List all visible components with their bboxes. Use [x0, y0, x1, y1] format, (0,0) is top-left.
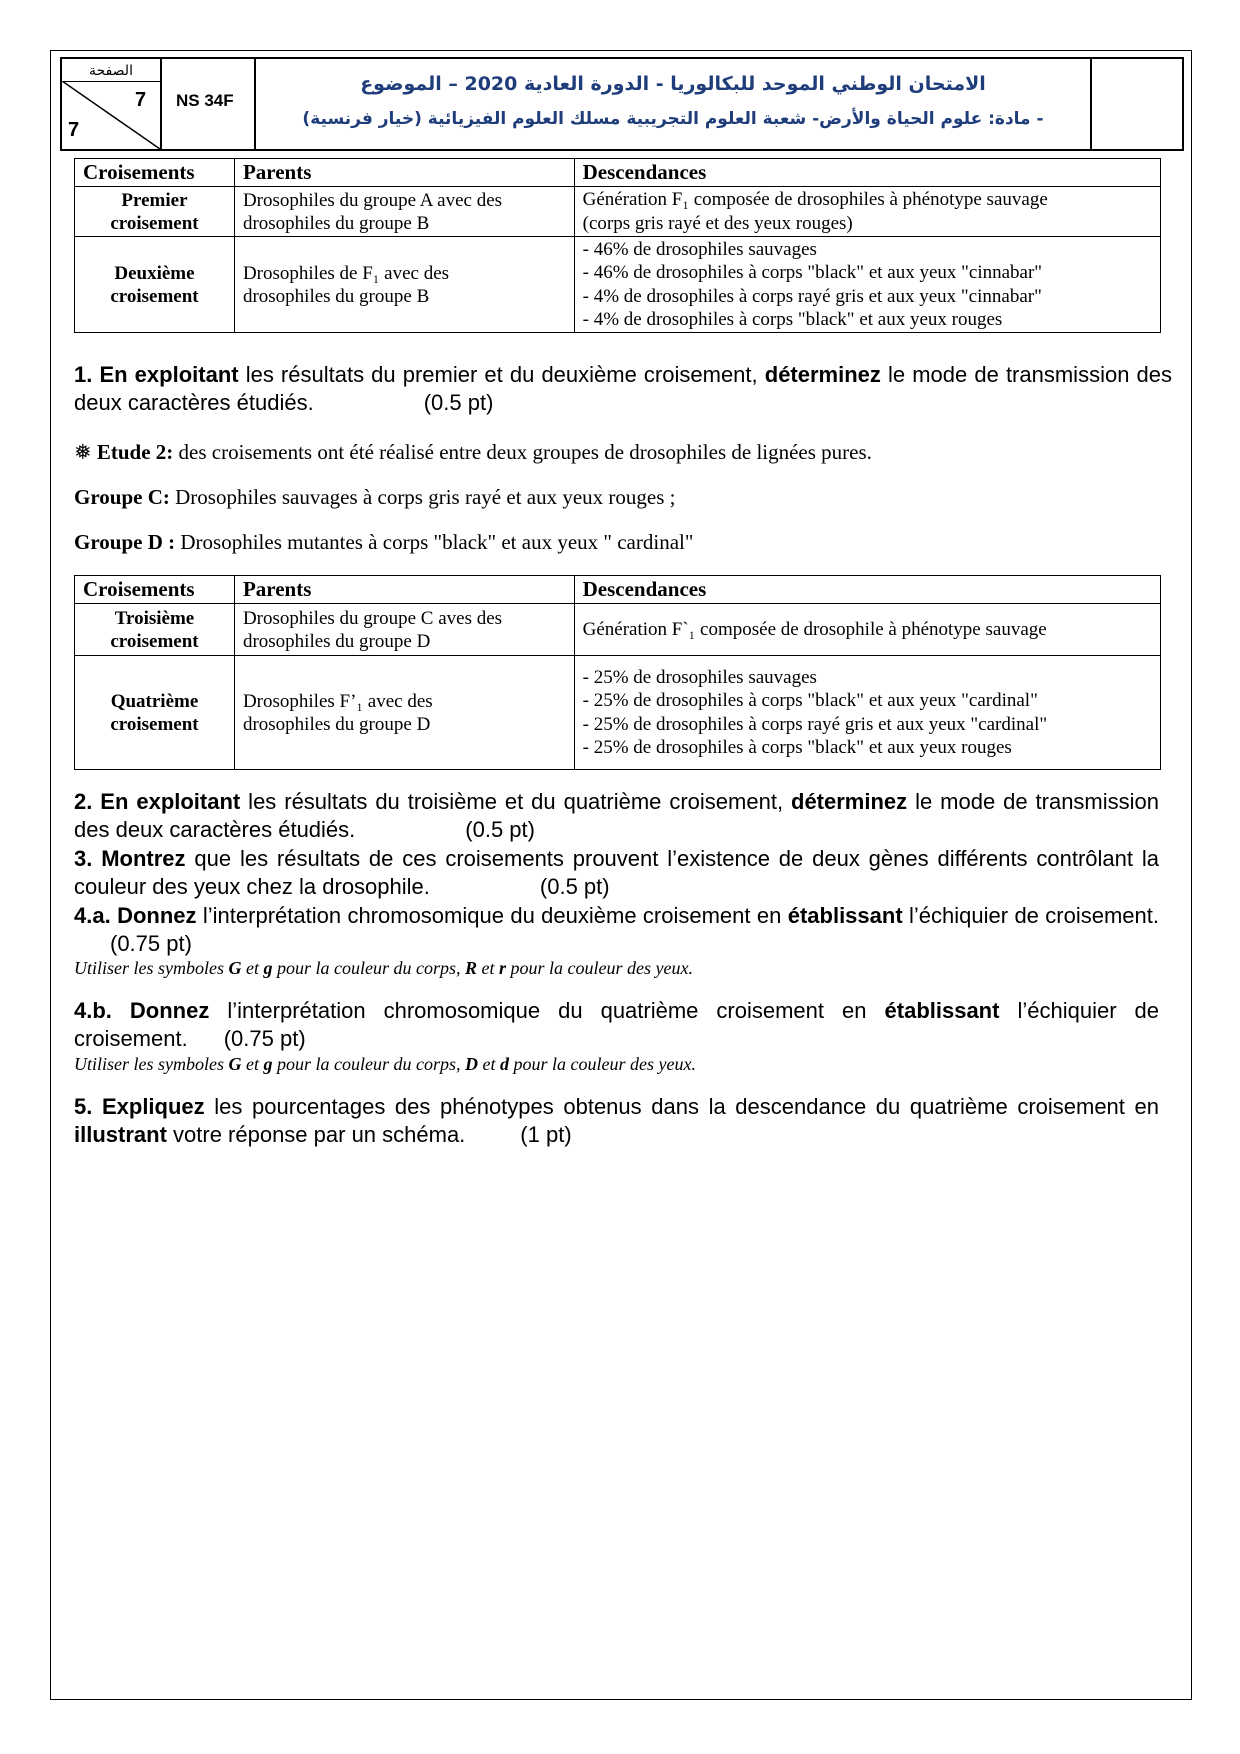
group-text: Drosophiles sauvages à corps gris rayé et aux yeux rouges ; — [169, 485, 676, 509]
question-4b — [74, 997, 1159, 1053]
exam-title-box — [256, 59, 1092, 149]
question-text: le mode de transmission des deux caractères étudiés. — [74, 789, 1159, 842]
cell-line: Quatrième — [110, 690, 199, 712]
hint-4b — [74, 1054, 696, 1075]
hint-symbol: g — [263, 958, 273, 978]
hint-text: pour la couleur du corps, — [272, 1054, 465, 1074]
table-row — [75, 656, 1161, 770]
col-header: Descendances — [574, 159, 1160, 187]
keyword: établissant — [787, 903, 903, 928]
cell-line: Deuxième — [114, 262, 195, 284]
descendance-cell — [574, 187, 1160, 237]
hint-symbol: D — [465, 1054, 478, 1074]
cell-line: - 4% de drosophiles à corps rayé gris et aux yeux "cinnabar" — [582, 285, 1042, 307]
question-number: 1. — [74, 362, 93, 387]
keyword: En exploitant — [100, 789, 241, 814]
points: (0.75 pt) — [223, 1026, 306, 1051]
hint-symbol: R — [465, 958, 478, 978]
col-header: Croisements — [75, 159, 235, 187]
hint-text: pour la couleur du corps, — [272, 958, 465, 978]
keyword: Montrez — [101, 846, 186, 871]
hint-4a — [74, 958, 693, 979]
keyword: déterminez — [764, 362, 881, 387]
question-number: 4.b. — [74, 998, 112, 1023]
hint-symbol: r — [499, 958, 507, 978]
cell-line: drosophiles du groupe B — [242, 212, 430, 234]
group-d-description — [74, 530, 693, 555]
cell-line: (corps gris rayé et des yeux rouges) — [582, 212, 853, 234]
page-number: 7 — [135, 89, 147, 111]
question-text: l’échiquier de croisement. — [902, 903, 1159, 928]
hint-symbol: G — [228, 958, 242, 978]
col-header: Descendances — [574, 576, 1160, 604]
question-text: l’interprétation chromosomique du deuxième croisement en — [196, 903, 788, 928]
etude-2-intro — [74, 440, 872, 465]
cross-name-cell — [75, 604, 235, 656]
table-row — [75, 187, 1161, 237]
cell-line: croisement — [110, 212, 199, 234]
cell-line: - 25% de drosophiles à corps "black" et aux yeux "cardinal" — [582, 690, 1038, 711]
page-total: 7 — [68, 119, 80, 141]
cell-line: drosophiles du groupe D — [242, 713, 431, 735]
points: (0.5 pt) — [465, 817, 535, 842]
exam-title-line1: الامتحان الوطني الموحد للبكالوريا - الدورة العادية 2020 – الموضوع — [360, 73, 986, 95]
cell-line: Génération F₁ composée de drosophiles à phénotype sauvage — [582, 189, 1048, 210]
cell-line: Troisième — [114, 607, 195, 629]
cell-line: - 25% de drosophiles à corps "black" et aux yeux rouges — [582, 737, 1012, 758]
question-number: 3. — [74, 846, 93, 871]
cell-line: - 25% de drosophiles sauvages — [582, 666, 817, 688]
group-c-description — [74, 485, 676, 510]
hint-text: et — [477, 958, 500, 978]
crosses-table-2 — [74, 575, 1161, 770]
points: (0.5 pt) — [423, 390, 494, 415]
points: (0.75 pt) — [110, 931, 192, 956]
hint-text: et — [241, 1054, 264, 1074]
keyword: Donnez — [129, 998, 210, 1023]
question-3 — [74, 845, 1159, 901]
question-1 — [74, 361, 1172, 417]
cell-line: - 46% de drosophiles sauvages — [582, 238, 817, 260]
hint-text: et — [241, 958, 264, 978]
keyword: Expliquez — [101, 1094, 205, 1119]
hint-text: Utiliser les symboles — [74, 1054, 229, 1074]
hint-text: Utiliser les symboles — [74, 958, 229, 978]
cross-name-cell — [75, 237, 235, 333]
exam-code: NS 34F — [176, 91, 234, 110]
col-header: Parents — [234, 576, 574, 604]
parents-cell — [234, 604, 574, 656]
section-label: Etude 2: — [96, 440, 174, 464]
descendance-cell — [574, 604, 1160, 656]
question-text: l’interprétation chromosomique du quatrième croisement en — [209, 998, 885, 1023]
hint-text: et — [478, 1054, 500, 1074]
table-row — [75, 237, 1161, 333]
question-text: votre réponse par un schéma. — [166, 1122, 466, 1147]
col-header: Croisements — [75, 576, 235, 604]
question-text: l’échiquier de croisement. — [74, 998, 1159, 1051]
cell-line: Premier — [121, 189, 188, 211]
page-label: الصفحة — [62, 61, 160, 82]
cell-line: croisement — [110, 713, 199, 735]
cell-line: croisement — [110, 285, 199, 307]
section-text: des croisements ont été réalisé entre deux groupes de drosophiles de lignées pures. — [173, 440, 872, 464]
cross-name-cell — [75, 187, 235, 237]
table-row — [75, 604, 1161, 656]
points: (1 pt) — [520, 1122, 572, 1147]
parents-cell — [234, 237, 574, 333]
crosses-table-1 — [74, 158, 1161, 333]
cell-line: Génération F`₁ composée de drosophile à phénotype sauvage — [582, 618, 1047, 640]
question-number: 2. — [74, 789, 93, 814]
hint-text: pour la couleur des yeux. — [509, 1054, 696, 1074]
cell-line: Drosophiles de F₁ avec des — [242, 262, 450, 284]
keyword: En exploitant — [99, 362, 239, 387]
descendance-cell — [574, 237, 1160, 333]
hint-symbol: G — [228, 1054, 242, 1074]
page-number-box — [62, 59, 162, 149]
cell-line: Drosophiles du groupe C aves des — [242, 607, 503, 629]
parents-cell — [234, 656, 574, 770]
question-text: les résultats du troisième et du quatrième croisement, — [240, 789, 791, 814]
points: (0.5 pt) — [539, 874, 610, 899]
keyword: établissant — [884, 998, 1000, 1023]
table-header-row — [75, 159, 1161, 187]
cell-line: Drosophiles du groupe A avec des — [242, 189, 503, 211]
cell-line: - 4% de drosophiles à corps "black" et aux yeux rouges — [582, 309, 1003, 330]
hint-symbol: g — [263, 1054, 273, 1074]
group-text: Drosophiles mutantes à corps "black" et aux yeux " cardinal" — [175, 530, 694, 554]
cell-line: drosophiles du groupe D — [242, 630, 431, 652]
question-text: le mode de transmission des deux caractères étudiés. — [74, 362, 1172, 415]
hint-symbol: d — [500, 1054, 509, 1074]
group-label: Groupe D : — [74, 530, 176, 554]
cell-line: - 46% de drosophiles à corps "black" et aux yeux "cinnabar" — [582, 262, 1043, 283]
group-label: Groupe C: — [74, 485, 170, 509]
descendance-cell — [574, 656, 1160, 770]
question-4a — [74, 902, 1159, 958]
keyword: déterminez — [791, 789, 908, 814]
question-number: 4.a. — [74, 903, 111, 928]
exam-title-line2: - مادة: علوم الحياة والأرض- شعبة العلوم التجريبية مسلك العلوم الفيزيائية (خيار فرنسية) — [302, 109, 1044, 129]
parents-cell — [234, 187, 574, 237]
table-header-row — [75, 576, 1161, 604]
cross-name-cell — [75, 656, 235, 770]
exam-header — [60, 57, 1184, 151]
cell-line: Drosophiles F’₁ avec des — [242, 690, 433, 712]
keyword: Donnez — [117, 903, 197, 928]
question-text: les pourcentages des phénotypes obtenus dans la descendance du quatrième croisement en — [204, 1094, 1159, 1119]
keyword: illustrant — [74, 1122, 167, 1147]
hint-text: pour la couleur des yeux. — [506, 958, 693, 978]
cell-line: - 25% de drosophiles à corps rayé gris et aux yeux "cardinal" — [582, 713, 1048, 735]
exam-code-box — [162, 59, 256, 149]
cell-line: drosophiles du groupe B — [242, 285, 430, 307]
header-empty-box — [1092, 59, 1182, 149]
col-header: Parents — [234, 159, 574, 187]
question-5 — [74, 1093, 1159, 1149]
question-number: 5. — [74, 1094, 93, 1119]
cell-line: croisement — [110, 630, 199, 652]
question-text: les résultats du premier et du deuxième croisement, — [238, 362, 765, 387]
snowflake-icon: ❅ — [74, 440, 92, 464]
question-2 — [74, 788, 1159, 844]
question-text: que les résultats de ces croisements prouvent l’existence de deux gènes différents contrôlant la couleur des yeux chez la drosophile. — [74, 846, 1159, 899]
